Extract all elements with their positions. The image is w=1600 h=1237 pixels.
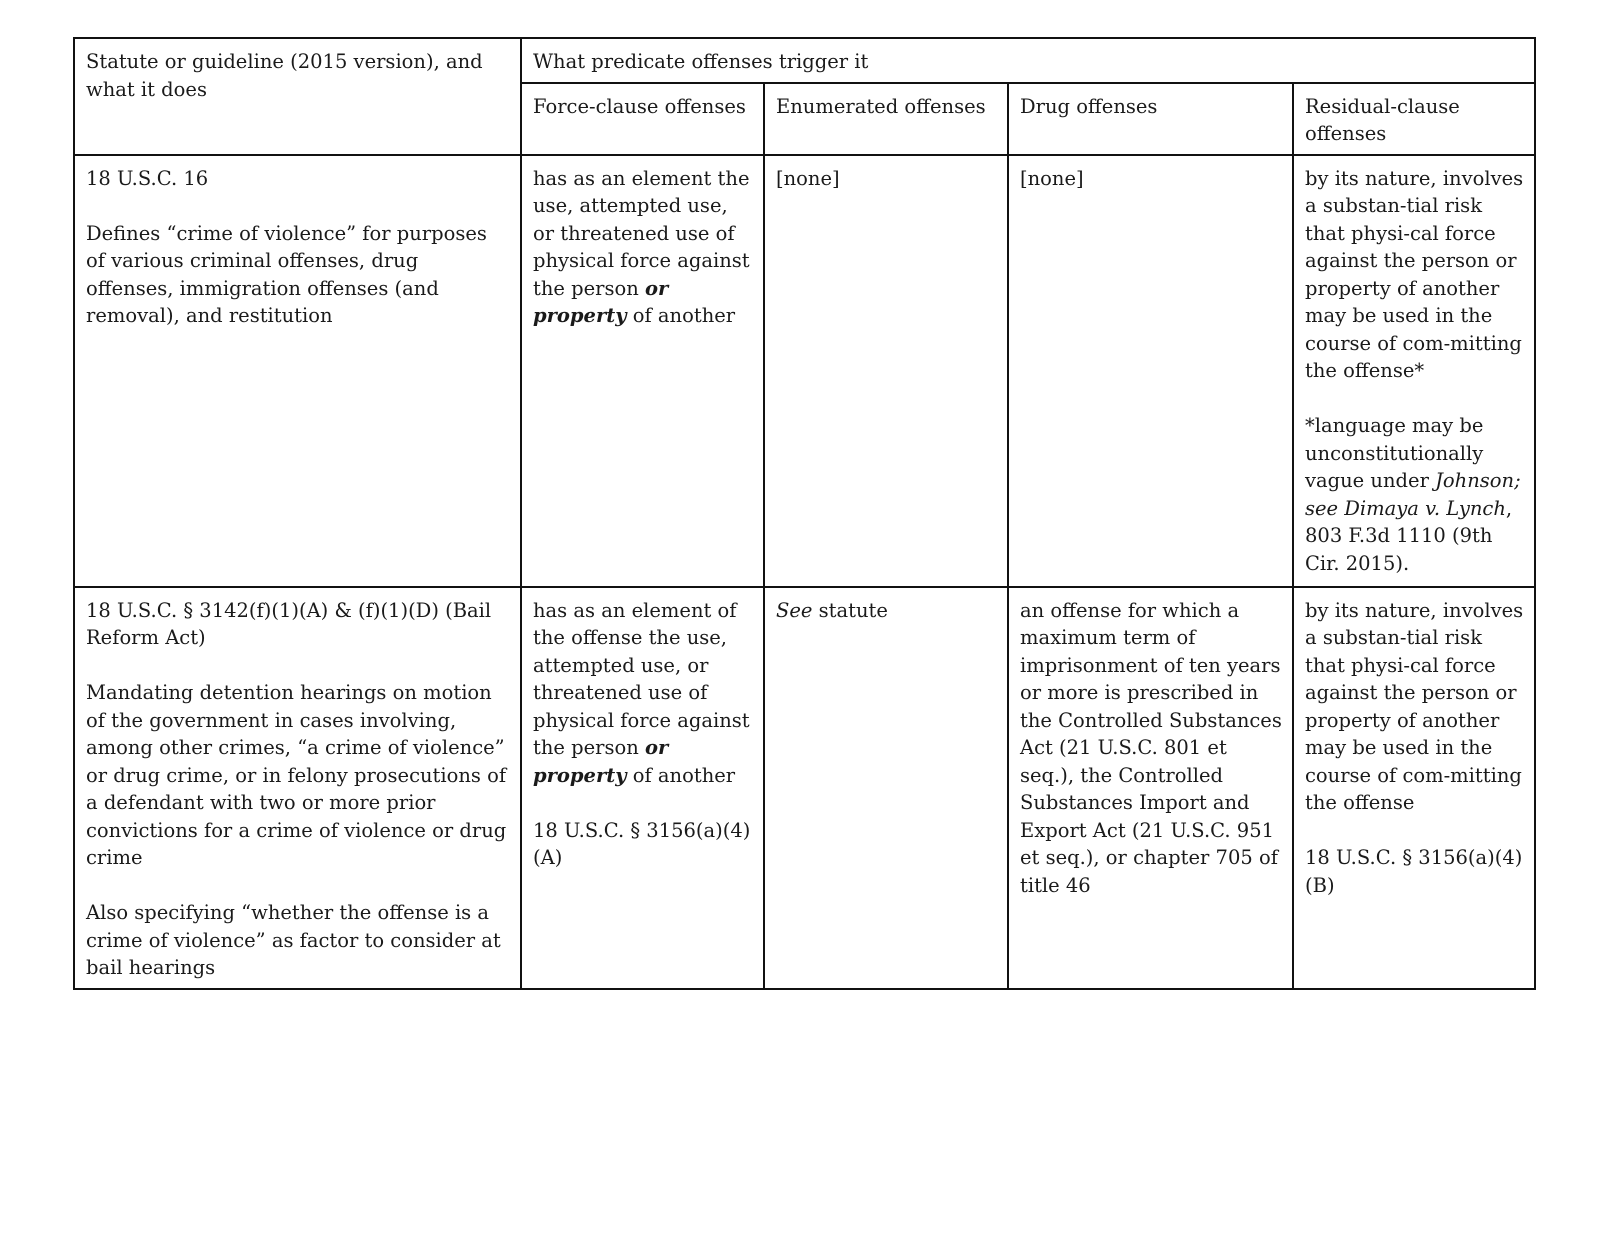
cell-statute <box>74 587 521 989</box>
cell-residual-clause <box>1293 587 1535 989</box>
header-row-top <box>74 38 1535 83</box>
statute-citation: 18 U.S.C. § 3142(f)(1)(A) & (f)(1)(D) (Bail Reform Act) <box>86 598 492 649</box>
cell-drug <box>1008 587 1293 989</box>
table-row <box>74 155 1535 587</box>
statute-description: Defines “crime of violence” for purposes of various criminal offenses, drug offenses, immigration offenses (and removal), and restitution <box>86 221 487 327</box>
header-enumerated: Enumerated offenses <box>764 83 1008 155</box>
cell-drug <box>1008 155 1293 587</box>
table-row <box>74 587 1535 989</box>
statute-also: Also specifying “whether the offense is a crime of violence” as factor to consider at bail hearings <box>86 901 501 979</box>
statute-description: Mandating detention hearings on motion of the government in cases involving, among other crimes, “a crime of violence” or drug crime, or in felony prosecutions of a defendant with two or more prior convictions for a crime of violence or drug crime <box>86 681 507 869</box>
force-clause-text: has as an element the use, attempted use, or threatened use of physical force against the person or property of another <box>533 166 750 327</box>
header-drug: Drug offenses <box>1008 83 1293 155</box>
header-predicate-label: What predicate offenses trigger it <box>533 50 869 73</box>
statute-citation: 18 U.S.C. 16 <box>86 166 209 190</box>
force-clause-text: has as an element of the offense the use, attempted use, or threatened use of physical force against the person or property of another <box>533 598 750 787</box>
header-statute-column <box>74 38 521 155</box>
residual-text: by its nature, involves a substan-tial risk that physi-cal force against the person or property of another may be used in the course of com-mitting the offense <box>1305 598 1524 814</box>
cell-enumerated <box>764 155 1008 587</box>
statute-comparison-table <box>73 37 1536 990</box>
residual-text: by its nature, involves a substan-tial risk that physi-cal force against the person or property of another may be used in the course of com-mitting the offense* <box>1305 166 1524 382</box>
header-force-clause: Force-clause offenses <box>521 83 764 155</box>
enumerated-text: See statute <box>776 598 888 622</box>
cell-force-clause <box>521 587 764 989</box>
header-residual-clause: Residual-clause offenses <box>1293 83 1535 155</box>
force-clause-citation: 18 U.S.C. § 3156(a)(4)(A) <box>533 818 751 869</box>
residual-footnote: *language may be unconstitutionally vague under Johnson; see Dimaya v. Lynch, 803 F.3d 1110 (9th Cir. 2015). <box>1305 414 1521 575</box>
cell-force-clause <box>521 155 764 587</box>
cell-residual-clause <box>1293 155 1535 587</box>
drug-text: [none] <box>1020 166 1084 190</box>
cell-enumerated <box>764 587 1008 989</box>
cell-statute <box>74 155 521 587</box>
header-statute-label: Statute or guideline (2015 version), and what it does <box>86 50 483 101</box>
header-predicate-group <box>521 38 1535 83</box>
residual-citation: 18 U.S.C. § 3156(a)(4)(B) <box>1305 846 1523 897</box>
drug-text: an offense for which a maximum term of imprisonment of ten years or more is prescribed in the Controlled Substances Act (21 U.S.C. 801 et seq.), the Controlled Substances Import and Export Act (21 U.S.C. 951 et seq.), or chapter 705 of title 46 <box>1020 598 1282 897</box>
enumerated-text: [none] <box>776 166 840 190</box>
